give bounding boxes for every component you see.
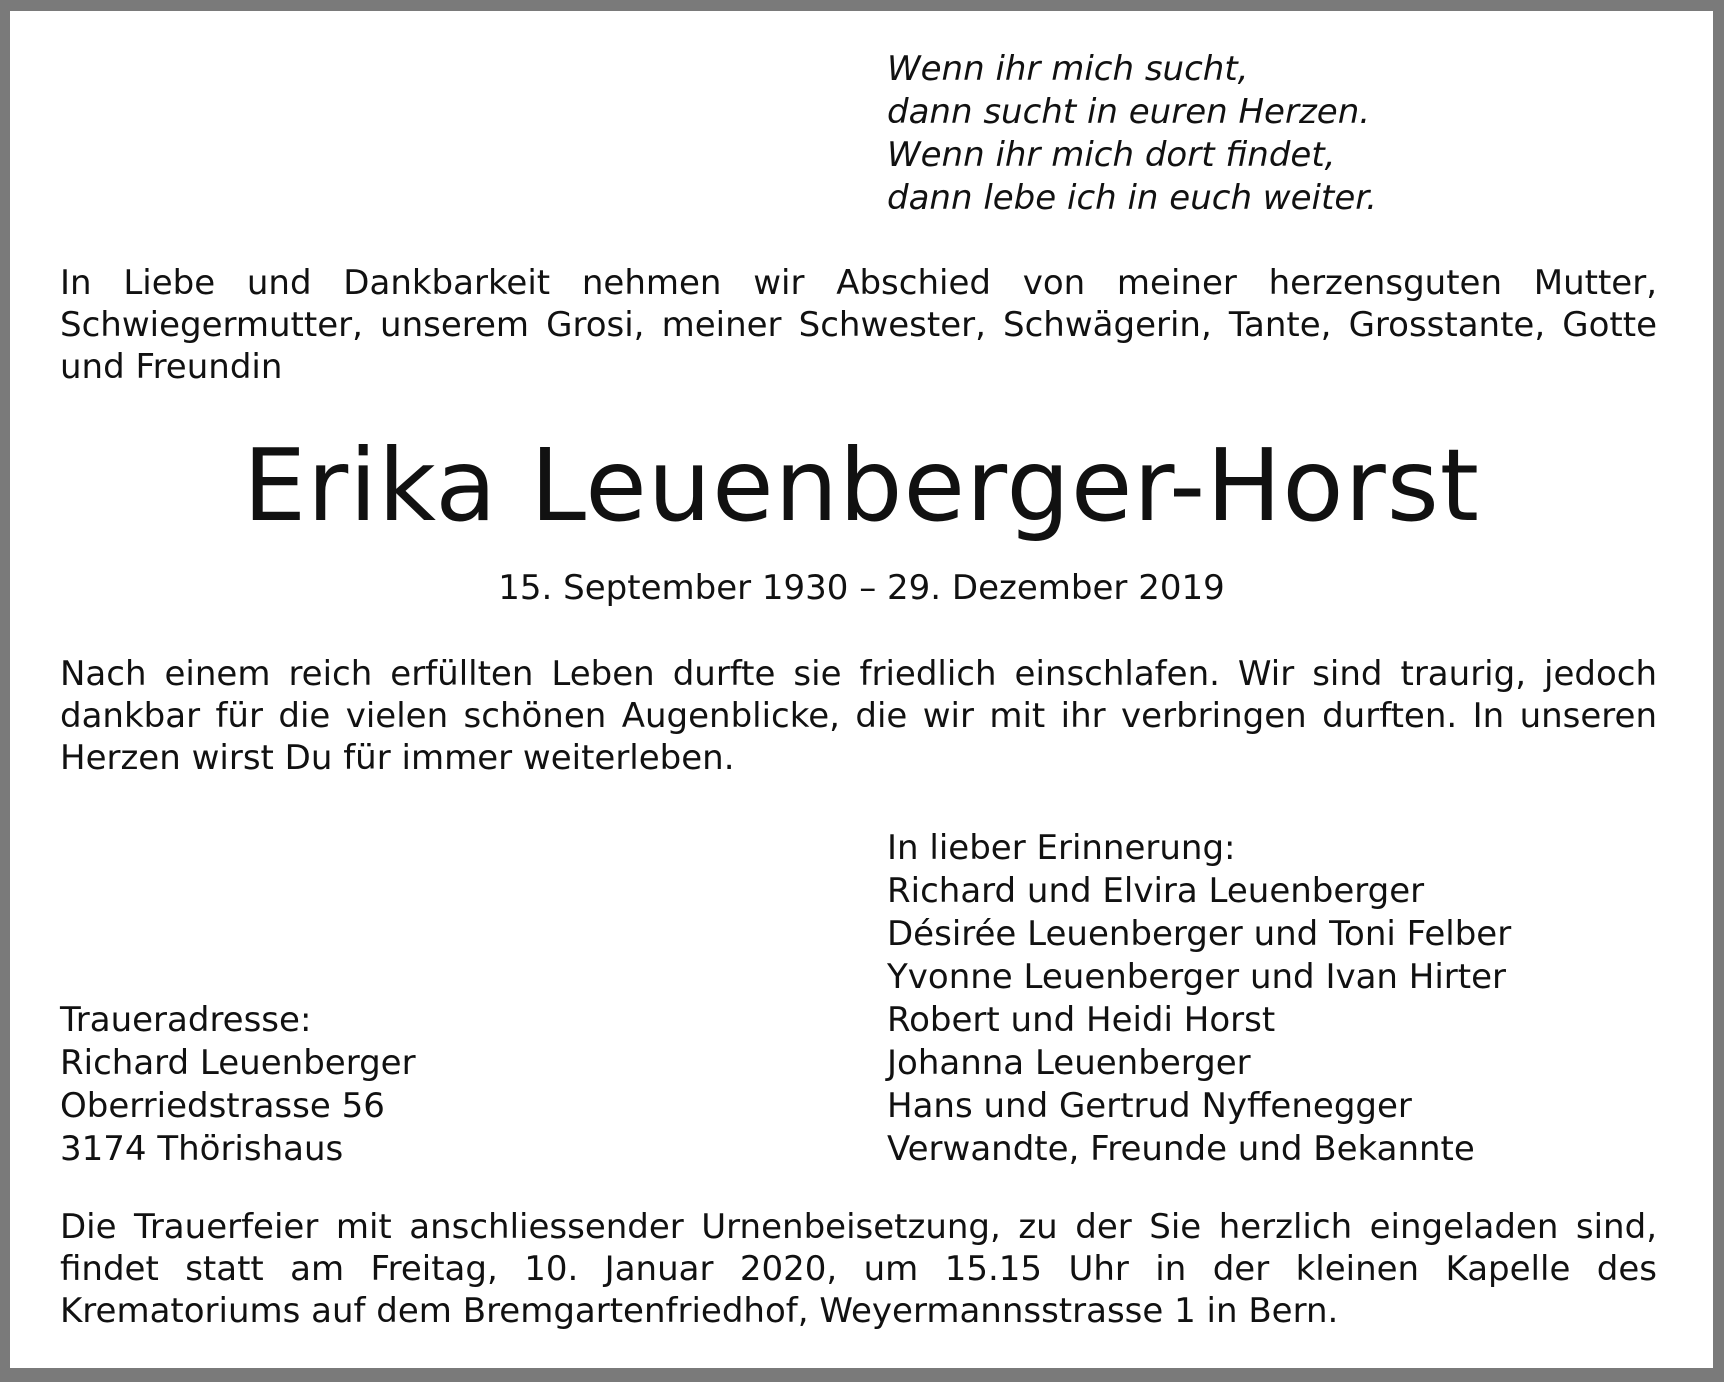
ceremony-paragraph: Die Trauerfeier mit anschliessender Urnenbeisetzung, zu der Sie herzlich eingeladen sind, findet statt am Freitag, 10. Januar 2020, um 15.15 Uhr in der kleinen Kapelle des Krematoriums auf dem Bremgartenfriedhof, Weyermannsstrasse 1 in Bern. (60, 1207, 1657, 1331)
intro-paragraph: In Liebe und Dankbarkeit nehmen wir Abschied von meiner herzensguten Mutter, Schwiegermutter, unserem Grosi, meiner Schwester, Schwägerin, Tante, Grosstante, Gotte und Freundin (60, 263, 1657, 387)
mourners-list (887, 827, 1511, 1171)
mourner-entry: Yvonne Leuenberger und Ivan Hirter (887, 957, 1507, 997)
address-line: Oberriedstrasse 56 (60, 1086, 385, 1126)
tribute-paragraph: Nach einem reich erfüllten Leben durfte sie friedlich einschlafen. Wir sind traurig, jedoch dankbar für die vielen schönen Augenblicke, die wir mit ihr verbringen durften. In unseren Herzen wirst Du für immer weiterleben. (60, 654, 1657, 778)
poem-line: dann lebe ich in euch weiter. (887, 178, 1377, 218)
mourner-entry: Johanna Leuenberger (887, 1043, 1251, 1083)
life-dates: 15. September 1930 – 29. Dezember 2019 (498, 568, 1225, 608)
poem-line: dann sucht in euren Herzen. (887, 92, 1371, 132)
mourning-address (60, 999, 416, 1171)
address-line: 3174 Thörishaus (60, 1129, 344, 1169)
deceased-name: Erika Leuenberger-Horst (242, 427, 1480, 544)
mourner-entry: Verwandte, Freunde und Bekannte (887, 1129, 1475, 1169)
obituary-page (10, 11, 1713, 1368)
poem (887, 48, 1527, 220)
mourner-entry: Hans und Gertrud Nyffenegger (887, 1086, 1412, 1126)
address-heading: Traueradresse: (60, 1000, 312, 1040)
poem-line: Wenn ihr mich sucht, (887, 49, 1249, 89)
address-line: Richard Leuenberger (60, 1043, 416, 1083)
mourner-entry: Richard und Elvira Leuenberger (887, 871, 1425, 911)
mourners-heading: In lieber Erinnerung: (887, 828, 1236, 868)
mourner-entry: Désirée Leuenberger und Toni Felber (887, 914, 1512, 954)
mourner-entry: Robert und Heidi Horst (887, 1000, 1276, 1040)
poem-line: Wenn ihr mich dort findet, (887, 135, 1336, 175)
